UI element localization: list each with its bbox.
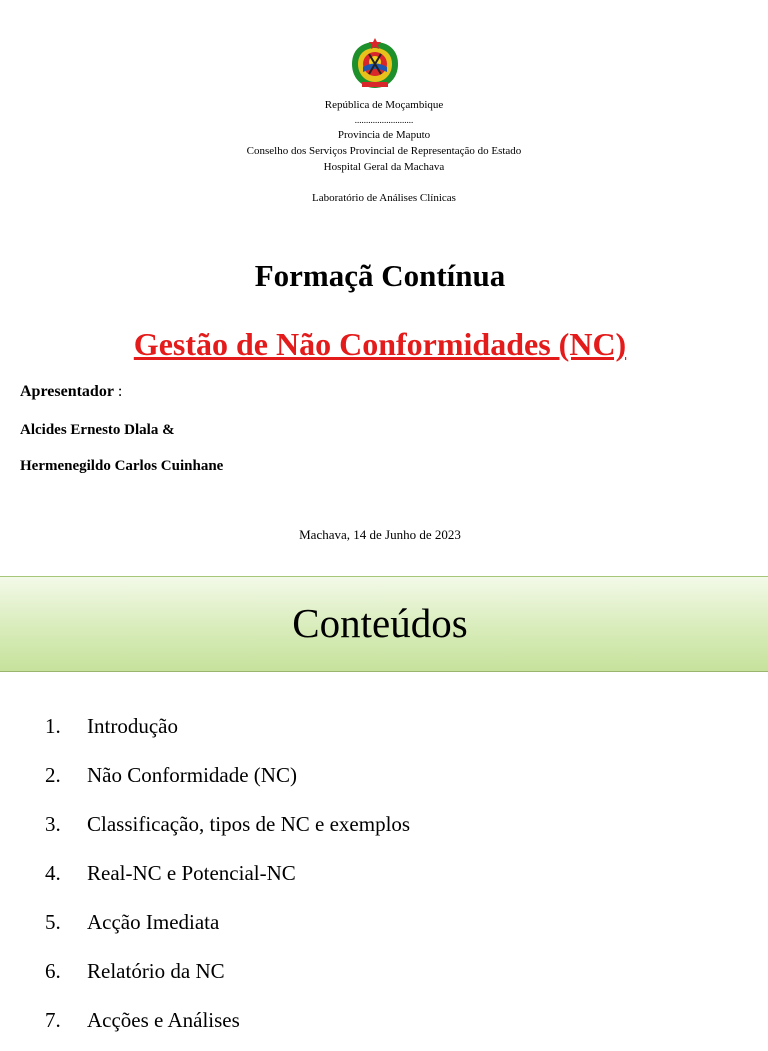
presentation-date: Machava, 14 de Junho de 2023: [299, 527, 461, 542]
list-item-number: 5.: [45, 910, 61, 934]
list-item-label: Acção Imediata: [87, 910, 220, 934]
contents-title: Conteúdos: [292, 600, 468, 646]
council-name: Conselho dos Serviços Provincial de Representação do Estado: [246, 145, 522, 157]
cover-subtitle: Gestão de Não Conformidades (NC): [133, 326, 627, 362]
list-item-number: 6.: [45, 959, 61, 983]
presenter-heading: [20, 383, 122, 401]
list-item: [45, 904, 410, 953]
cover-title: Formaçã Contínua: [254, 258, 506, 293]
list-item-number: 3.: [45, 812, 61, 836]
list-item-number: 4.: [45, 861, 61, 885]
lab-name: Laboratório de Análises Clínicas: [312, 192, 456, 204]
list-item: [45, 806, 410, 855]
contents-banner: [0, 576, 768, 672]
hospital-name: Hospital Geral da Machava: [323, 161, 445, 173]
list-item: [45, 953, 410, 1002]
presenter-label: Apresentador: [20, 383, 114, 400]
separator-dots: ..........................: [354, 115, 414, 125]
list-item-number: 7.: [45, 1008, 61, 1032]
list-item: [45, 1002, 410, 1051]
presenter-name-2: Hermenegildo Carlos Cuinhane: [20, 458, 224, 474]
list-item-label: Real-NC e Potencial-NC: [87, 861, 296, 885]
list-item-label: Introdução: [87, 714, 178, 738]
presenter-name-1: Alcides Ernesto Dlala &: [20, 422, 175, 438]
contents-list: [45, 708, 410, 1051]
list-item-number: 1.: [45, 714, 61, 738]
list-item: [45, 855, 410, 904]
list-item: [45, 708, 410, 757]
list-item-label: Não Conformidade (NC): [87, 763, 297, 787]
list-item-label: Relatório da NC: [87, 959, 225, 983]
mozambique-coat-of-arms-icon: [344, 36, 406, 92]
country-name: República de Moçambique: [324, 99, 444, 111]
province-name: Provincia de Maputo: [337, 129, 431, 141]
list-item: [45, 757, 410, 806]
presenter-colon: :: [113, 383, 123, 400]
list-item-label: Classificação, tipos de NC e exemplos: [87, 812, 411, 836]
list-item-label: Acções e Análises: [87, 1008, 240, 1032]
list-item-number: 2.: [45, 763, 61, 787]
